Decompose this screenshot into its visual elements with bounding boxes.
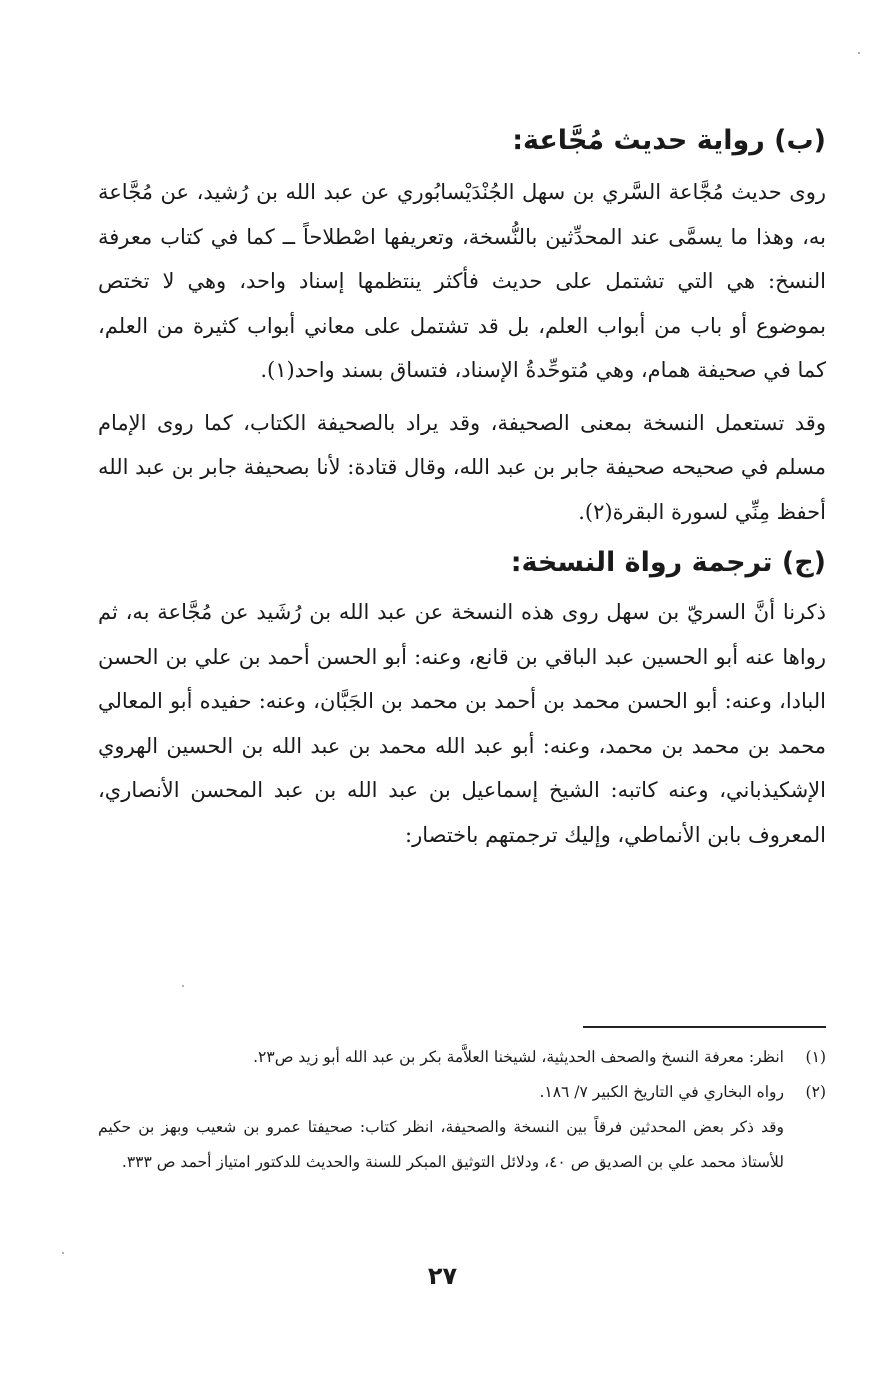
footnote-1 — [98, 1040, 826, 1075]
scan-speck — [62, 1252, 64, 1254]
footnote-number: (٢) — [805, 1083, 826, 1101]
section-heading-c: (ج) ترجمة رواة النسخة: — [510, 547, 826, 578]
main-text — [98, 118, 826, 857]
footnotes — [98, 1040, 826, 1180]
footnote-text: رواه البخاري في التاريخ الكبير ٧/ ١٨٦. — [539, 1083, 784, 1101]
footnote-number: (١) — [805, 1048, 826, 1066]
footnote-2-continuation: وقد ذكر بعض المحدثين فرقاً بين النسخة والصحيفة، انظر كتاب: صحيفتا عمرو بن شعيب وبهز بن حكيم للأستاذ محمد علي بن الصديق ص ٤٠، ودلائل التوثيق المبكر للسنة والحديث للدكتور امتياز أحمد ص ٣٣٣. — [98, 1118, 784, 1171]
scan-speck — [858, 52, 860, 54]
paragraph-b-2: وقد تستعمل النسخة بمعنى الصحيفة، وقد يراد بالصحيفة الكتاب، كما روى الإمام مسلم في صحيحه صحيفة جابر بن عبد الله، وقال قتادة: لأنا بصحيفة جابر بن عبد الله أحفظ مِنِّي لسورة البقرة(٢). — [98, 410, 826, 524]
footnote-text: انظر: معرفة النسخ والصحف الحديثية، لشيخنا العلاَّمة بكر بن عبد الله أبو زيد ص٢٣. — [253, 1048, 784, 1066]
footnote-2 — [98, 1075, 826, 1110]
footnote-separator — [583, 1026, 826, 1028]
section-heading-b: (ب) رواية حديث مُجَّاعة: — [512, 125, 826, 156]
page-number: ٢٧ — [427, 1262, 458, 1290]
scan-speck — [182, 985, 184, 987]
paragraph-b-1: روى حديث مُجَّاعة السَّري بن سهل الجُنْدَيْسابُوري عن عبد الله بن رُشيد، عن مُجَّاعة به، وهذا ما يسمَّى عند المحدِّثين بالنُّسخة، وتعريفها اصْطلاحاً ــ كما في كتاب معرفة النسخ: هي التي تشتمل على حديث فأكثر ينتظمها إسناد واحد، وهي لا تختص بموضوع أو باب من أبواب العلم، بل قد تشتمل على معاني أبواب كثيرة من العلم، كما في صحيفة همام، وهي مُتوحِّدةُ الإسناد، فتساق بسند واحد(١). — [98, 180, 826, 382]
paragraph-c-1: ذكرنا أنَّ السريّ بن سهل روى هذه النسخة عن عبد الله بن رُشَيد عن مُجَّاعة به، ثم رواها عنه أبو الحسين عبد الباقي بن قانع، وعنه: أبو الحسن أحمد بن علي بن الحسن البادا، وعنه: أبو الحسن محمد بن أحمد بن محمد بن الجَبَّان، وعنه: حفيده أبو المعالي محمد بن محمد بن محمد، وعنه: أبو عبد الله محمد بن عبد الله بن الحسين الهروي الإشكيذباني، وعنه كاتبه: الشيخ إسماعيل بن عبد الله بن عبد المحسن الأنصاري، المعروف بابن الأنماطي، وإليك ترجمتهم باختصار: — [98, 600, 826, 847]
